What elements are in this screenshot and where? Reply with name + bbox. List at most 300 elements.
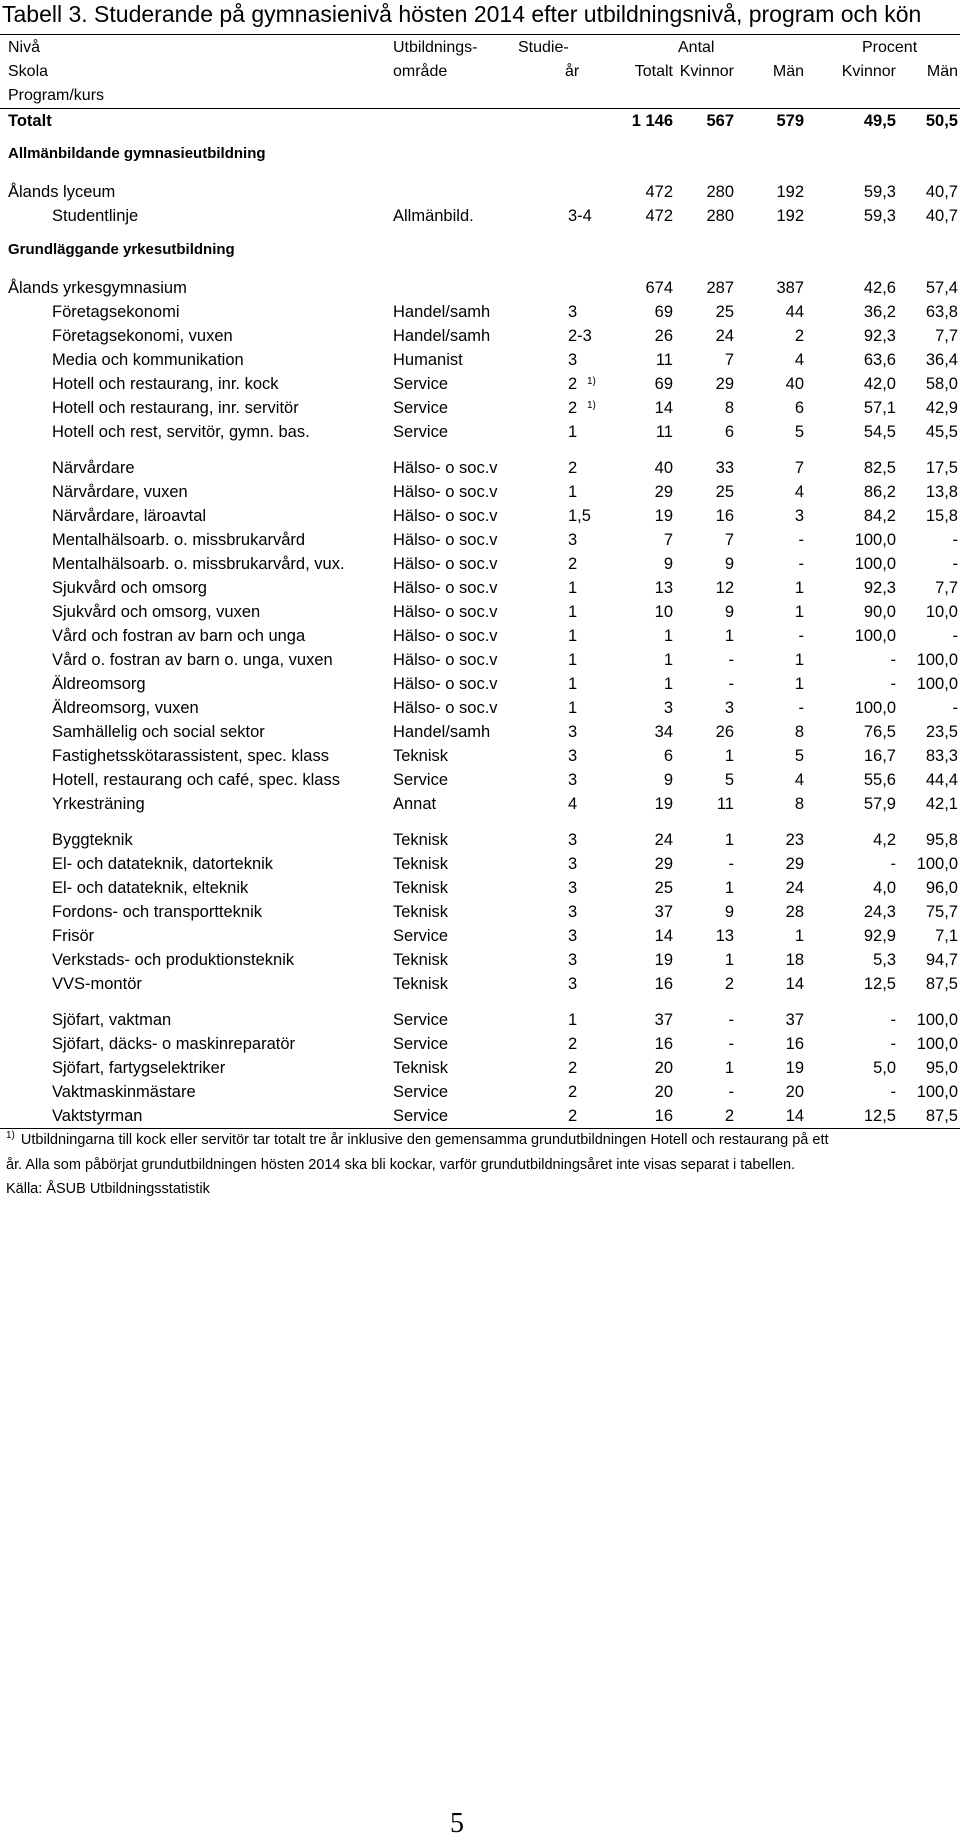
cell-kvinnor: 9: [724, 603, 734, 621]
cell-man: 192: [776, 207, 804, 225]
page-number: 5: [450, 1808, 464, 1839]
cell-program: Vaktmaskinmästare: [52, 1083, 196, 1101]
cell-procent-kvinnor: 49,5: [863, 112, 896, 130]
header-procent-man: Män: [926, 63, 958, 80]
totals-row: [0, 109, 960, 133]
cell-program: Närvårdare: [52, 459, 135, 477]
cell-totalt: 26: [654, 327, 673, 345]
cell-year: 1: [568, 699, 578, 717]
cell-kvinnor: 2: [724, 975, 734, 993]
cell-year: 2: [568, 555, 578, 573]
cell-man: 6: [794, 399, 804, 417]
cell-totalt: 14: [654, 927, 673, 945]
cell-man: 1: [794, 927, 804, 945]
cell-totalt: 16: [654, 1035, 673, 1053]
cell-kvinnor: 7: [724, 351, 734, 369]
cell-area: Service: [393, 771, 449, 789]
header-procent-kvinnor: Kvinnor: [841, 63, 896, 80]
cell-kvinnor: -: [728, 1035, 734, 1053]
cell-area: Service: [393, 1083, 449, 1101]
cell-kvinnor: 25: [715, 303, 734, 321]
cell-kvinnor: 33: [715, 459, 734, 477]
header-kvinnor: Kvinnor: [679, 63, 734, 80]
cell-year: 1: [568, 603, 578, 621]
cell-procent-kvinnor: 92,3: [863, 579, 896, 597]
cell-totalt: 34: [654, 723, 673, 741]
cell-area: Teknisk: [393, 855, 449, 873]
cell-procent-kvinnor: 100,0: [854, 555, 896, 573]
cell-procent-man: -: [952, 627, 958, 645]
cell-year: 3: [568, 303, 578, 321]
cell-area: Teknisk: [393, 903, 449, 921]
cell-year: 1: [568, 579, 578, 597]
cell-area: Hälso- o soc.v: [393, 603, 498, 621]
cell-man: 28: [785, 903, 804, 921]
table-row: [0, 744, 960, 768]
cell-procent-kvinnor: 90,0: [863, 603, 896, 621]
table-row: [0, 456, 960, 480]
cell-program: Företagsekonomi, vuxen: [52, 327, 233, 345]
table-row: [0, 876, 960, 900]
table-row: [0, 624, 960, 648]
cell-kvinnor: 1: [724, 1059, 734, 1077]
cell-area: Hälso- o soc.v: [393, 675, 498, 693]
cell-totalt: 37: [654, 1011, 673, 1029]
cell-procent-man: 57,4: [925, 279, 958, 297]
header-area-line1: Utbildnings-: [393, 39, 478, 56]
cell-totalt: 9: [663, 771, 673, 789]
cell-procent-kvinnor: 54,5: [863, 423, 896, 441]
cell-procent-man: 96,0: [925, 879, 958, 897]
cell-man: 18: [785, 951, 804, 969]
cell-man: 14: [785, 975, 804, 993]
cell-procent-kvinnor: 5,0: [873, 1059, 896, 1077]
table-row: [0, 600, 960, 624]
cell-man: 579: [776, 112, 804, 130]
cell-totalt: 11: [655, 423, 673, 441]
cell-year: 1: [568, 483, 578, 501]
table-row: [0, 1008, 960, 1032]
cell-program: Hotell, restaurang och café, spec. klass: [52, 771, 340, 789]
cell-totalt: 16: [654, 1107, 673, 1125]
cell-procent-man: 100,0: [916, 1083, 958, 1101]
cell-year: 3: [568, 747, 578, 765]
cell-procent-man: 95,0: [925, 1059, 958, 1077]
cell-procent-man: 7,7: [935, 327, 958, 345]
table-row: [0, 204, 960, 228]
cell-year: 3: [568, 723, 578, 741]
cell-area: Hälso- o soc.v: [393, 579, 498, 597]
cell-man: 2: [794, 327, 804, 345]
cell-totalt: 19: [654, 795, 673, 813]
cell-procent-man: 50,5: [925, 112, 958, 130]
cell-year: 1,5: [568, 507, 591, 525]
cell-totalt: 19: [654, 951, 673, 969]
cell-area: Service: [393, 927, 449, 945]
cell-program: Närvårdare, läroavtal: [52, 507, 207, 525]
table-row: [0, 348, 960, 372]
table-row: [0, 948, 960, 972]
cell-procent-man: 42,9: [925, 399, 958, 417]
header-niva: Nivå: [8, 39, 41, 56]
cell-procent-man: 83,3: [925, 747, 958, 765]
table-row: [0, 852, 960, 876]
cell-totalt: 14: [654, 399, 673, 417]
table-row: [0, 276, 960, 300]
header-program: Program/kurs: [8, 87, 105, 104]
cell-program: Vård o. fostran av barn o. unga, vuxen: [52, 651, 333, 669]
cell-area: Service: [393, 1035, 449, 1053]
cell-procent-man: 23,5: [925, 723, 958, 741]
cell-kvinnor: -: [728, 1011, 734, 1029]
cell-year: 2: [568, 1107, 578, 1125]
cell-totalt: 16: [654, 975, 673, 993]
cell-kvinnor: 7: [724, 531, 734, 549]
cell-procent-kvinnor: 100,0: [854, 531, 896, 549]
cell-area: Hälso- o soc.v: [393, 483, 498, 501]
cell-totalt: 7: [663, 531, 673, 549]
table-row: [0, 504, 960, 528]
cell-program: Fastighetsskötarassistent, spec. klass: [52, 747, 329, 765]
cell-area: Hälso- o soc.v: [393, 459, 498, 477]
cell-year: 1: [568, 651, 578, 669]
cell-man: -: [798, 531, 804, 549]
cell-man: 19: [785, 1059, 804, 1077]
cell-procent-man: 100,0: [916, 1035, 958, 1053]
cell-procent-man: 15,8: [925, 507, 958, 525]
cell-area: Service: [393, 399, 449, 417]
cell-man: 37: [785, 1011, 804, 1029]
cell-program: Sjöfart, vaktman: [52, 1011, 172, 1029]
footnote-text-2: år. Alla som påbörjat grundutbildningen hösten 2014 ska bli kockar, varför grundutbildningsåret inte visas separat i tabellen.: [6, 1157, 796, 1173]
cell-man: 5: [794, 423, 804, 441]
cell-man: 1: [794, 579, 804, 597]
cell-procent-man: 36,4: [925, 351, 958, 369]
header-skola: Skola: [8, 63, 49, 80]
cell-procent-man: 10,0: [925, 603, 958, 621]
cell-procent-man: 42,1: [925, 795, 958, 813]
cell-area: Handel/samh: [393, 327, 491, 345]
table-row: [0, 696, 960, 720]
cell-totalt: 9: [663, 555, 673, 573]
cell-totalt: 20: [654, 1059, 673, 1077]
cell-area: Teknisk: [393, 879, 449, 897]
cell-year: 1: [568, 675, 578, 693]
section-heading: [0, 238, 960, 262]
table-row: [0, 480, 960, 504]
cell-program: VVS-montör: [52, 975, 142, 993]
table-row: [0, 972, 960, 996]
footnote-text-1: Utbildningarna till kock eller servitör tar totalt tre år inklusive den gemensamma grundutbildningen Hotell och restaurang på ett: [20, 1132, 829, 1148]
cell-procent-man: 58,0: [925, 375, 958, 393]
cell-year: 1: [568, 423, 578, 441]
table-row: [0, 900, 960, 924]
table-row: [0, 576, 960, 600]
cell-kvinnor: 567: [706, 112, 734, 130]
cell-area: Teknisk: [393, 951, 449, 969]
cell-totalt: 1: [663, 627, 673, 645]
cell-procent-kvinnor: -: [890, 855, 896, 873]
cell-procent-kvinnor: 92,9: [863, 927, 896, 945]
cell-area: Teknisk: [393, 831, 449, 849]
cell-area: Humanist: [393, 351, 463, 369]
cell-procent-kvinnor: 59,3: [863, 207, 896, 225]
cell-procent-man: 100,0: [916, 1011, 958, 1029]
cell-procent-man: 7,1: [935, 927, 958, 945]
cell-procent-kvinnor: 63,6: [863, 351, 896, 369]
cell-program: Vaktstyrman: [52, 1107, 143, 1125]
cell-program: Ålands yrkesgymnasium: [8, 279, 187, 297]
cell-man: 4: [794, 771, 804, 789]
cell-area: Allmänbild.: [393, 207, 474, 225]
cell-program: Sjöfart, däcks- o maskinreparatör: [52, 1035, 296, 1053]
cell-year: 4: [568, 795, 578, 813]
cell-procent-kvinnor: 59,3: [863, 183, 896, 201]
table-row: [0, 828, 960, 852]
cell-area: Hälso- o soc.v: [393, 699, 498, 717]
cell-procent-man: 17,5: [925, 459, 958, 477]
cell-man: 44: [785, 303, 804, 321]
cell-procent-kvinnor: 4,2: [873, 831, 896, 849]
footnote-ref: 1): [587, 400, 596, 411]
cell-totalt: 1: [663, 675, 673, 693]
cell-totalt: 6: [663, 747, 673, 765]
cell-area: Service: [393, 375, 449, 393]
cell-kvinnor: -: [728, 675, 734, 693]
cell-procent-kvinnor: 55,6: [863, 771, 896, 789]
table-row: [0, 1104, 960, 1128]
cell-totalt: 69: [654, 375, 673, 393]
cell-procent-kvinnor: 100,0: [854, 627, 896, 645]
cell-kvinnor: 13: [715, 927, 734, 945]
cell-program: El- och datateknik, datorteknik: [52, 855, 274, 873]
cell-area: Hälso- o soc.v: [393, 555, 498, 573]
cell-program: Hotell och restaurang, inr. servitör: [52, 399, 299, 417]
cell-man: 5: [794, 747, 804, 765]
cell-man: 16: [785, 1035, 804, 1053]
cell-procent-man: 63,8: [925, 303, 958, 321]
cell-man: 4: [794, 483, 804, 501]
cell-procent-kvinnor: 12,5: [863, 1107, 896, 1125]
cell-area: Teknisk: [393, 747, 449, 765]
table-row: [0, 396, 960, 420]
cell-procent-man: 40,7: [925, 183, 958, 201]
cell-man: 29: [785, 855, 804, 873]
cell-man: 23: [785, 831, 804, 849]
cell-man: 1: [794, 603, 804, 621]
cell-procent-man: 75,7: [925, 903, 958, 921]
cell-totalt: 3: [663, 699, 673, 717]
cell-procent-man: 13,8: [925, 483, 958, 501]
cell-program: Mentalhälsoarb. o. missbrukarvård: [52, 531, 306, 549]
cell-kvinnor: 12: [715, 579, 734, 597]
footnote-line-1: [6, 1130, 956, 1152]
cell-procent-man: 40,7: [925, 207, 958, 225]
cell-year: 3: [568, 531, 578, 549]
cell-totalt: 674: [645, 279, 673, 297]
cell-kvinnor: 6: [724, 423, 734, 441]
table-title: Tabell 3. Studerande på gymnasienivå hösten 2014 efter utbildningsnivå, program och kön: [2, 1, 922, 27]
cell-kvinnor: -: [728, 855, 734, 873]
cell-procent-man: -: [952, 555, 958, 573]
cell-totalt: 40: [654, 459, 673, 477]
cell-totalt: 11: [655, 351, 673, 369]
cell-procent-kvinnor: 76,5: [863, 723, 896, 741]
header-top-rule: [0, 34, 960, 35]
cell-program: Sjukvård och omsorg: [52, 579, 207, 597]
cell-year: 2: [568, 375, 578, 393]
table-row: [0, 792, 960, 816]
cell-kvinnor: 1: [724, 627, 734, 645]
table-row: [0, 1080, 960, 1104]
cell-program: Fordons- och transportteknik: [52, 903, 263, 921]
cell-procent-kvinnor: 5,3: [873, 951, 896, 969]
cell-kvinnor: 9: [724, 555, 734, 573]
source-text: Källa: ÅSUB Utbildningsstatistik: [6, 1181, 210, 1197]
cell-year: 3-4: [568, 207, 592, 225]
cell-procent-man: 44,4: [925, 771, 958, 789]
cell-procent-kvinnor: 57,1: [863, 399, 896, 417]
cell-program: Yrkesträning: [52, 795, 145, 813]
cell-totalt: 29: [654, 483, 673, 501]
cell-program: Media och kommunikation: [52, 351, 244, 369]
cell-procent-kvinnor: 36,2: [863, 303, 896, 321]
cell-kvinnor: 16: [715, 507, 734, 525]
cell-kvinnor: 1: [724, 831, 734, 849]
cell-man: 4: [794, 351, 804, 369]
cell-totalt: 29: [654, 855, 673, 873]
cell-man: 8: [794, 795, 804, 813]
cell-year: 1: [568, 627, 578, 645]
table-row: [0, 372, 960, 396]
cell-year: 2: [568, 1059, 578, 1077]
cell-procent-kvinnor: 42,6: [863, 279, 896, 297]
cell-procent-man: 100,0: [916, 651, 958, 669]
header-year-line2: år: [565, 63, 580, 80]
cell-kvinnor: 280: [706, 207, 734, 225]
cell-kvinnor: 24: [715, 327, 734, 345]
cell-year: 3: [568, 855, 578, 873]
header-year-line1: Studie-: [518, 39, 569, 56]
cell-year: 3: [568, 903, 578, 921]
cell-program: Företagsekonomi: [52, 303, 180, 321]
section-label: Grundläggande yrkesutbildning: [8, 241, 235, 258]
footnote-line-2: [6, 1155, 956, 1175]
cell-totalt: 25: [654, 879, 673, 897]
cell-kvinnor: 287: [706, 279, 734, 297]
cell-procent-kvinnor: 84,2: [863, 507, 896, 525]
cell-totalt: 1 146: [631, 112, 673, 130]
cell-man: -: [798, 555, 804, 573]
cell-year: 3: [568, 831, 578, 849]
cell-area: Annat: [393, 795, 437, 813]
cell-procent-kvinnor: 92,3: [863, 327, 896, 345]
cell-man: -: [798, 627, 804, 645]
table-row: [0, 420, 960, 444]
header-antal: Antal: [678, 39, 715, 56]
cell-year: 3: [568, 771, 578, 789]
header-row-1: [0, 36, 960, 60]
cell-procent-kvinnor: -: [890, 651, 896, 669]
table-bottom-rule: [0, 1128, 960, 1129]
header-row-2: [0, 60, 960, 84]
cell-year: 2-3: [568, 327, 592, 345]
cell-man: 8: [794, 723, 804, 741]
cell-program: Sjukvård och omsorg, vuxen: [52, 603, 261, 621]
cell-totalt: 24: [654, 831, 673, 849]
cell-procent-kvinnor: 16,7: [863, 747, 896, 765]
cell-procent-man: -: [952, 531, 958, 549]
cell-procent-kvinnor: 86,2: [863, 483, 896, 501]
cell-program: Hotell och rest, servitör, gymn. bas.: [52, 423, 310, 441]
footnote-ref: 1): [587, 376, 596, 387]
cell-kvinnor: 8: [724, 399, 734, 417]
cell-procent-kvinnor: 100,0: [854, 699, 896, 717]
cell-man: 387: [776, 279, 804, 297]
cell-man: 7: [794, 459, 804, 477]
table-row: [0, 924, 960, 948]
table-row: [0, 768, 960, 792]
cell-procent-kvinnor: 4,0: [873, 879, 896, 897]
cell-man: 1: [794, 651, 804, 669]
cell-year: 3: [568, 951, 578, 969]
section-label: Allmänbildande gymnasieutbildning: [8, 145, 266, 162]
cell-program: Frisör: [52, 927, 95, 945]
cell-kvinnor: 9: [724, 903, 734, 921]
cell-man: -: [798, 699, 804, 717]
cell-totalt: 13: [654, 579, 673, 597]
cell-program: Mentalhälsoarb. o. missbrukarvård, vux.: [52, 555, 345, 573]
cell-procent-man: 45,5: [925, 423, 958, 441]
header-man: Män: [772, 63, 804, 80]
cell-procent-kvinnor: 24,3: [863, 903, 896, 921]
cell-man: 20: [785, 1083, 804, 1101]
cell-totalt: 37: [654, 903, 673, 921]
cell-procent-man: 100,0: [916, 675, 958, 693]
cell-totalt: 472: [645, 183, 673, 201]
cell-kvinnor: 2: [724, 1107, 734, 1125]
cell-program: Äldreomsorg: [52, 675, 146, 693]
cell-area: Hälso- o soc.v: [393, 507, 498, 525]
cell-year: 2: [568, 1083, 578, 1101]
cell-totalt: 472: [645, 207, 673, 225]
cell-procent-man: 87,5: [925, 975, 958, 993]
cell-kvinnor: -: [728, 651, 734, 669]
cell-area: Hälso- o soc.v: [393, 627, 498, 645]
cell-area: Service: [393, 1107, 449, 1125]
cell-procent-man: -: [952, 699, 958, 717]
table-row: [0, 552, 960, 576]
table-row: [0, 648, 960, 672]
cell-program: El- och datateknik, elteknik: [52, 879, 249, 897]
table-row: [0, 720, 960, 744]
cell-procent-kvinnor: 12,5: [863, 975, 896, 993]
cell-procent-kvinnor: -: [890, 1083, 896, 1101]
header-row-3: [0, 84, 960, 108]
cell-program: Hotell och restaurang, inr. kock: [52, 375, 279, 393]
cell-man: 3: [794, 507, 804, 525]
cell-year: 2: [568, 1035, 578, 1053]
footnote-marker: 1): [6, 1130, 15, 1141]
cell-procent-kvinnor: -: [890, 1011, 896, 1029]
cell-program: Vård och fostran av barn och unga: [52, 627, 306, 645]
cell-area: Handel/samh: [393, 303, 491, 321]
table-row: [0, 324, 960, 348]
table-row: [0, 300, 960, 324]
cell-year: 3: [568, 351, 578, 369]
cell-year: 2: [568, 399, 578, 417]
cell-program: Sjöfart, fartygselektriker: [52, 1059, 226, 1077]
